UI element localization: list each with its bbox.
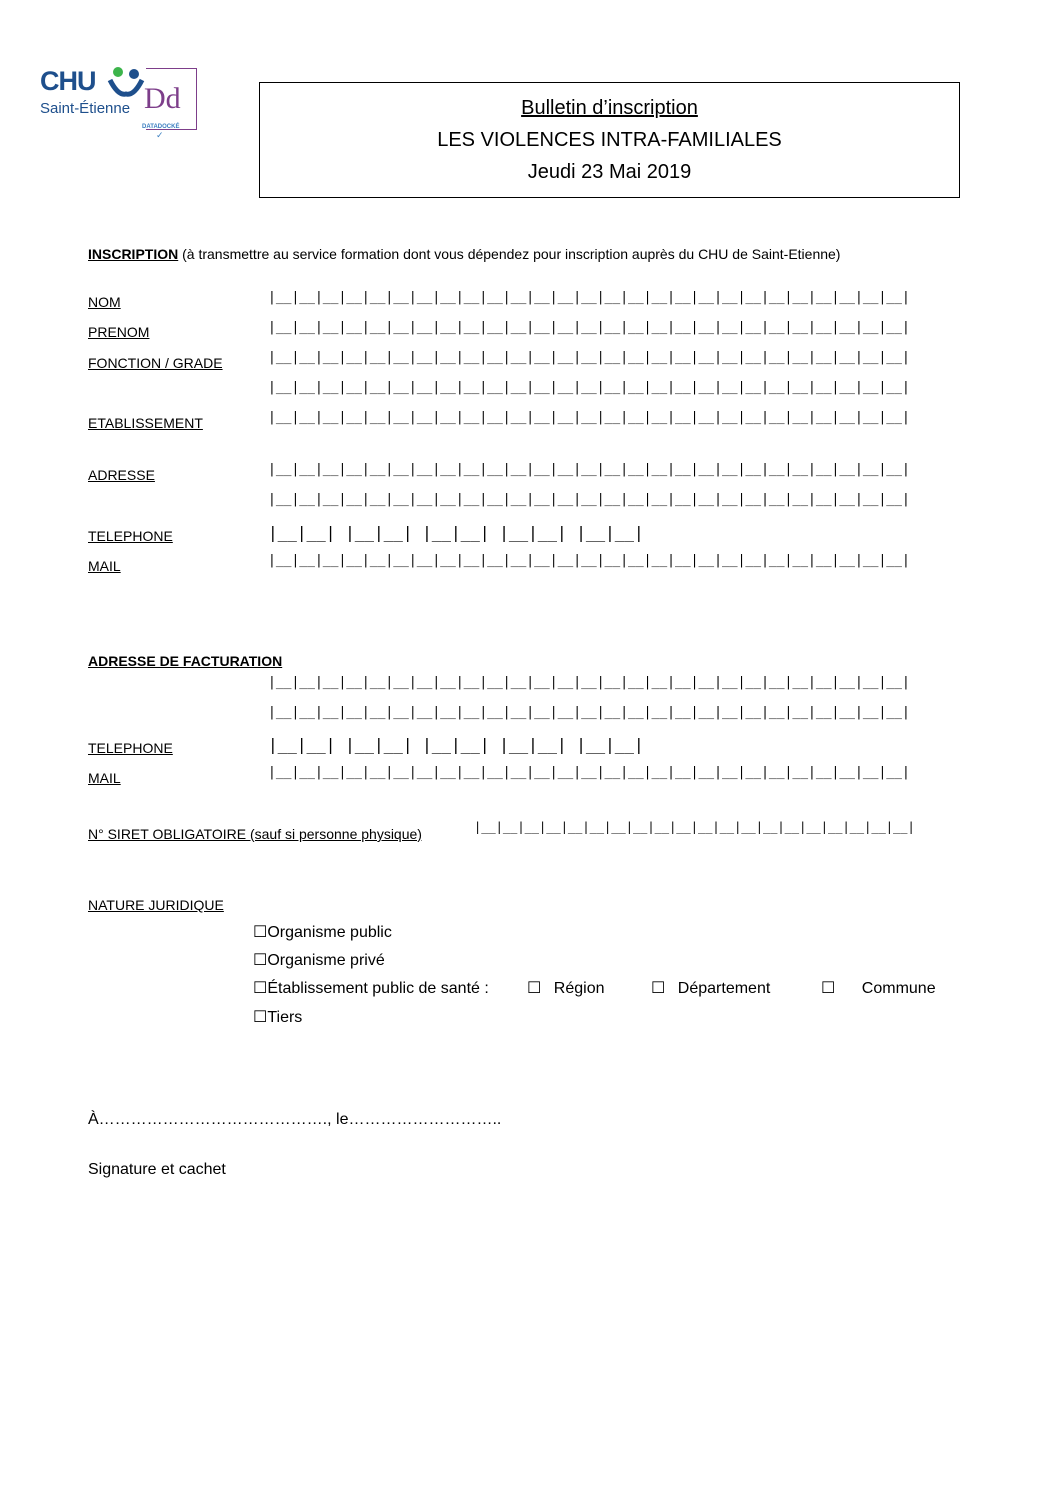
nom-boxes[interactable]: |__|__|__|__|__|__|__|__|__|__|__|__|__|__|__|__|__|__|__|__|__|__|__|__|__|__|__| bbox=[268, 290, 910, 305]
siret-label: N° SIRET OBLIGATOIRE (sauf si personne physique) bbox=[88, 826, 422, 842]
nature-heading: NATURE JURIDIQUE bbox=[88, 897, 224, 913]
field-label-fonction: FONCTION / GRADE bbox=[88, 355, 223, 371]
inscription-heading: INSCRIPTION bbox=[88, 246, 179, 262]
logo-city-text: Saint-Étienne bbox=[40, 100, 131, 117]
checkbox-icon[interactable]: ☐ bbox=[253, 980, 268, 997]
checkbox-icon[interactable]: ☐ bbox=[651, 980, 666, 997]
field-label-mail: MAIL bbox=[88, 558, 121, 574]
title-line-1: Bulletin d’inscription bbox=[521, 97, 698, 119]
option-commune[interactable] bbox=[821, 978, 936, 998]
inscription-note: (à transmettre au service formation dont vous dépendez pour inscription auprès du CHU de Saint-Etienne) bbox=[178, 246, 841, 262]
option-label: Département bbox=[677, 980, 771, 997]
option-tiers[interactable] bbox=[253, 1007, 302, 1027]
field-label-prenom: PRENOM bbox=[88, 324, 150, 340]
adresse-boxes-2[interactable]: |__|__|__|__|__|__|__|__|__|__|__|__|__|__|__|__|__|__|__|__|__|__|__|__|__|__|__| bbox=[268, 492, 910, 507]
checkbox-icon[interactable]: ☐ bbox=[253, 1009, 268, 1026]
option-label: Établissement public de santé : bbox=[267, 980, 489, 997]
title-box bbox=[259, 82, 960, 198]
siret-boxes[interactable]: |__|__|__|__|__|__|__|__|__|__|__|__|__|__|__|__|__|__|__|__| bbox=[474, 820, 915, 834]
option-label: Organisme privé bbox=[267, 952, 385, 969]
datadock-dd-text: Dd bbox=[144, 82, 181, 115]
facturation-mail-boxes[interactable]: |__|__|__|__|__|__|__|__|__|__|__|__|__|__|__|__|__|__|__|__|__|__|__|__|__|__|__| bbox=[268, 765, 910, 780]
field-label-adresse: ADRESSE bbox=[88, 467, 155, 483]
field-label-nom: NOM bbox=[88, 294, 121, 310]
option-organisme-prive[interactable] bbox=[253, 950, 385, 970]
facturation-label-telephone: TELEPHONE bbox=[88, 740, 173, 756]
check-icon: ✓ bbox=[156, 130, 164, 140]
option-label: Organisme public bbox=[267, 924, 392, 941]
field-label-telephone: TELEPHONE bbox=[88, 528, 173, 544]
checkbox-icon[interactable]: ☐ bbox=[527, 980, 542, 997]
facturation-heading: ADRESSE DE FACTURATION bbox=[88, 653, 283, 669]
checkbox-icon[interactable]: ☐ bbox=[253, 952, 268, 969]
fonction-boxes-1[interactable]: |__|__|__|__|__|__|__|__|__|__|__|__|__|__|__|__|__|__|__|__|__|__|__|__|__|__|__| bbox=[268, 350, 910, 365]
fonction-boxes-2[interactable]: |__|__|__|__|__|__|__|__|__|__|__|__|__|__|__|__|__|__|__|__|__|__|__|__|__|__|__| bbox=[268, 380, 910, 395]
chu-logo bbox=[40, 62, 200, 142]
option-etablissement-public[interactable] bbox=[253, 978, 489, 998]
option-label: Tiers bbox=[267, 1009, 303, 1026]
facturation-telephone-boxes[interactable]: |__|__| |__|__| |__|__| |__|__| |__|__| bbox=[268, 735, 644, 754]
field-label-etablissement: ETABLISSEMENT bbox=[88, 415, 203, 431]
telephone-boxes[interactable]: |__|__| |__|__| |__|__| |__|__| |__|__| bbox=[268, 523, 644, 542]
checkbox-icon[interactable]: ☐ bbox=[253, 924, 268, 941]
datadock-label: DATADOCKÉ bbox=[142, 124, 180, 130]
logo-chu-text: CHU bbox=[40, 66, 96, 96]
checkbox-icon[interactable]: ☐ bbox=[821, 980, 836, 997]
option-departement[interactable] bbox=[651, 978, 770, 998]
heart-logo-icon bbox=[106, 64, 146, 100]
facturation-boxes-2[interactable]: |__|__|__|__|__|__|__|__|__|__|__|__|__|__|__|__|__|__|__|__|__|__|__|__|__|__|__| bbox=[268, 705, 910, 720]
signature-label: Signature et cachet bbox=[88, 1161, 226, 1178]
title-line-2: LES VIOLENCES INTRA-FAMILIALES bbox=[437, 129, 782, 151]
etablissement-boxes[interactable]: |__|__|__|__|__|__|__|__|__|__|__|__|__|__|__|__|__|__|__|__|__|__|__|__|__|__|__| bbox=[268, 410, 910, 425]
title-line-3: Jeudi 23 Mai 2019 bbox=[527, 161, 692, 183]
place-date-line[interactable]: À……………………………………., le……………………….. bbox=[88, 1111, 502, 1128]
adresse-boxes-1[interactable]: |__|__|__|__|__|__|__|__|__|__|__|__|__|__|__|__|__|__|__|__|__|__|__|__|__|__|__| bbox=[268, 462, 910, 477]
option-label: Commune bbox=[861, 980, 936, 997]
facturation-label-mail: MAIL bbox=[88, 770, 121, 786]
facturation-boxes-1[interactable]: |__|__|__|__|__|__|__|__|__|__|__|__|__|__|__|__|__|__|__|__|__|__|__|__|__|__|__| bbox=[268, 675, 910, 690]
option-label: Région bbox=[553, 980, 605, 997]
inscription-heading-line bbox=[88, 246, 840, 262]
prenom-boxes[interactable]: |__|__|__|__|__|__|__|__|__|__|__|__|__|__|__|__|__|__|__|__|__|__|__|__|__|__|__| bbox=[268, 320, 910, 335]
mail-boxes[interactable]: |__|__|__|__|__|__|__|__|__|__|__|__|__|__|__|__|__|__|__|__|__|__|__|__|__|__|__| bbox=[268, 553, 910, 568]
option-region[interactable] bbox=[527, 978, 605, 998]
option-organisme-public[interactable] bbox=[253, 922, 392, 942]
